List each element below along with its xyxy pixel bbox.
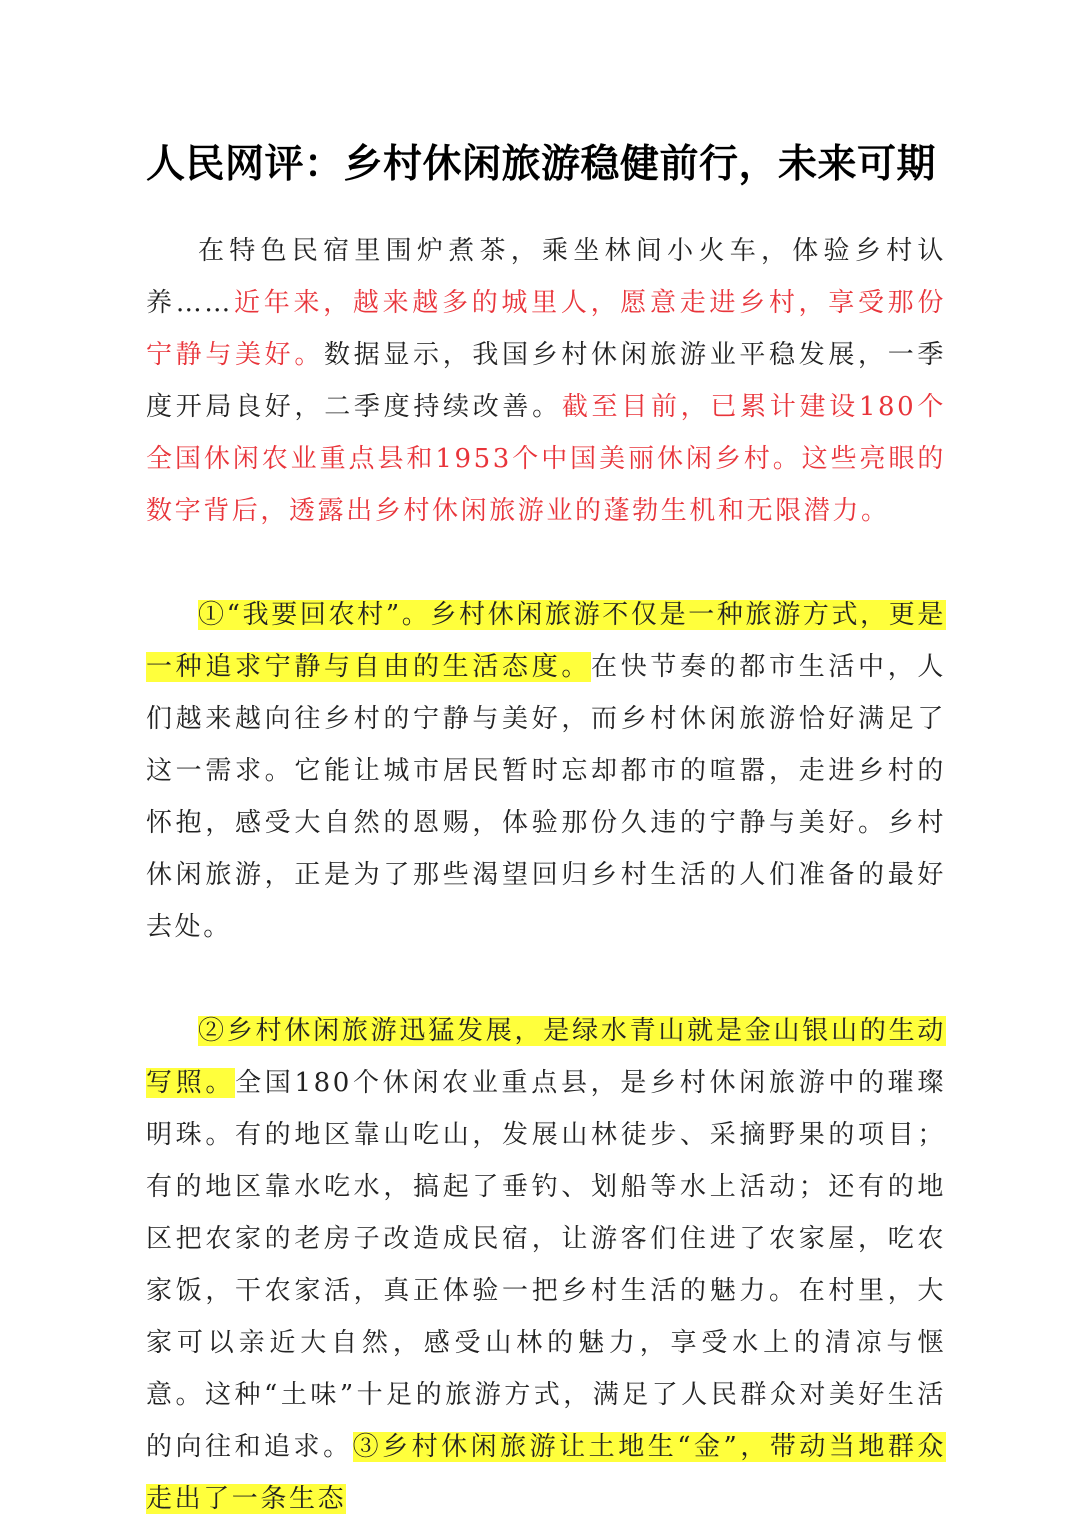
highlighted-point-1: ①“我要回农村”。乡村休闲旅游不仅是一种旅游方式，更是一种追求宁静与自由的生活态度。 xyxy=(146,600,946,682)
red-sentence-statistics: 截至目前，已累计建设180个全国休闲农业重点县和1953个中国美丽休闲乡村。这些亮眼的数字背后，透露出乡村休闲旅游业的蓬勃生机和无限潜力。 xyxy=(146,392,946,526)
paragraph-intro xyxy=(146,225,946,537)
paragraph-point-2 xyxy=(146,1005,946,1525)
paragraph-point-1 xyxy=(146,589,946,953)
highlighted-point-3: ③乡村休闲旅游让土地生“金”，带动当地群众走出了一条生态 xyxy=(146,1432,947,1514)
article-body xyxy=(146,225,946,1525)
point-1-body: 在快节奏的都市生活中，人们越来越向往乡村的宁静与美好，而乡村休闲旅游恰好满足了这一需求。它能让城市居民暂时忘却都市的喧嚣，走进乡村的怀抱，感受大自然的恩赐，体验那份久违的宁静与美好。乡村休闲旅游，正是为了那些渴望回归乡村生活的人们准备的最好去处。 xyxy=(146,652,946,942)
article-title: 人民网评：乡村休闲旅游稳健前行，未来可期 xyxy=(146,141,937,187)
data-statement: 数据显示，我国乡村休闲旅游业平稳发展，一季度开局良好，二季度持续改善。 xyxy=(146,340,946,422)
intro-text: 在特色民宿里围炉煮茶，乘坐林间小火车，体验乡村认养…… xyxy=(146,236,946,318)
highlighted-point-2: ②乡村休闲旅游迅猛发展，是绿水青山就是金山银山的生动写照。 xyxy=(146,1016,946,1098)
red-sentence-urban-visitors: 近年来，越来越多的城里人，愿意走进乡村，享受那份宁静与美好。 xyxy=(146,288,946,370)
point-2-body: 全国180个休闲农业重点县，是乡村休闲旅游中的璀璨明珠。有的地区靠山吃山，发展山林徒步、采摘野果的项目；有的地区靠水吃水，搞起了垂钓、划船等水上活动；还有的地区把农家的老房子改造成民宿，让游客们住进了农家屋，吃农家饭，干农家活，真正体验一把乡村生活的魅力。在村里，大家可以亲近大自然，感受山林的魅力，享受水上的清凉与惬意。这种“土味”十足的旅游方式，满足了人民群众对美好生活的向往和追求。 xyxy=(146,1068,946,1462)
